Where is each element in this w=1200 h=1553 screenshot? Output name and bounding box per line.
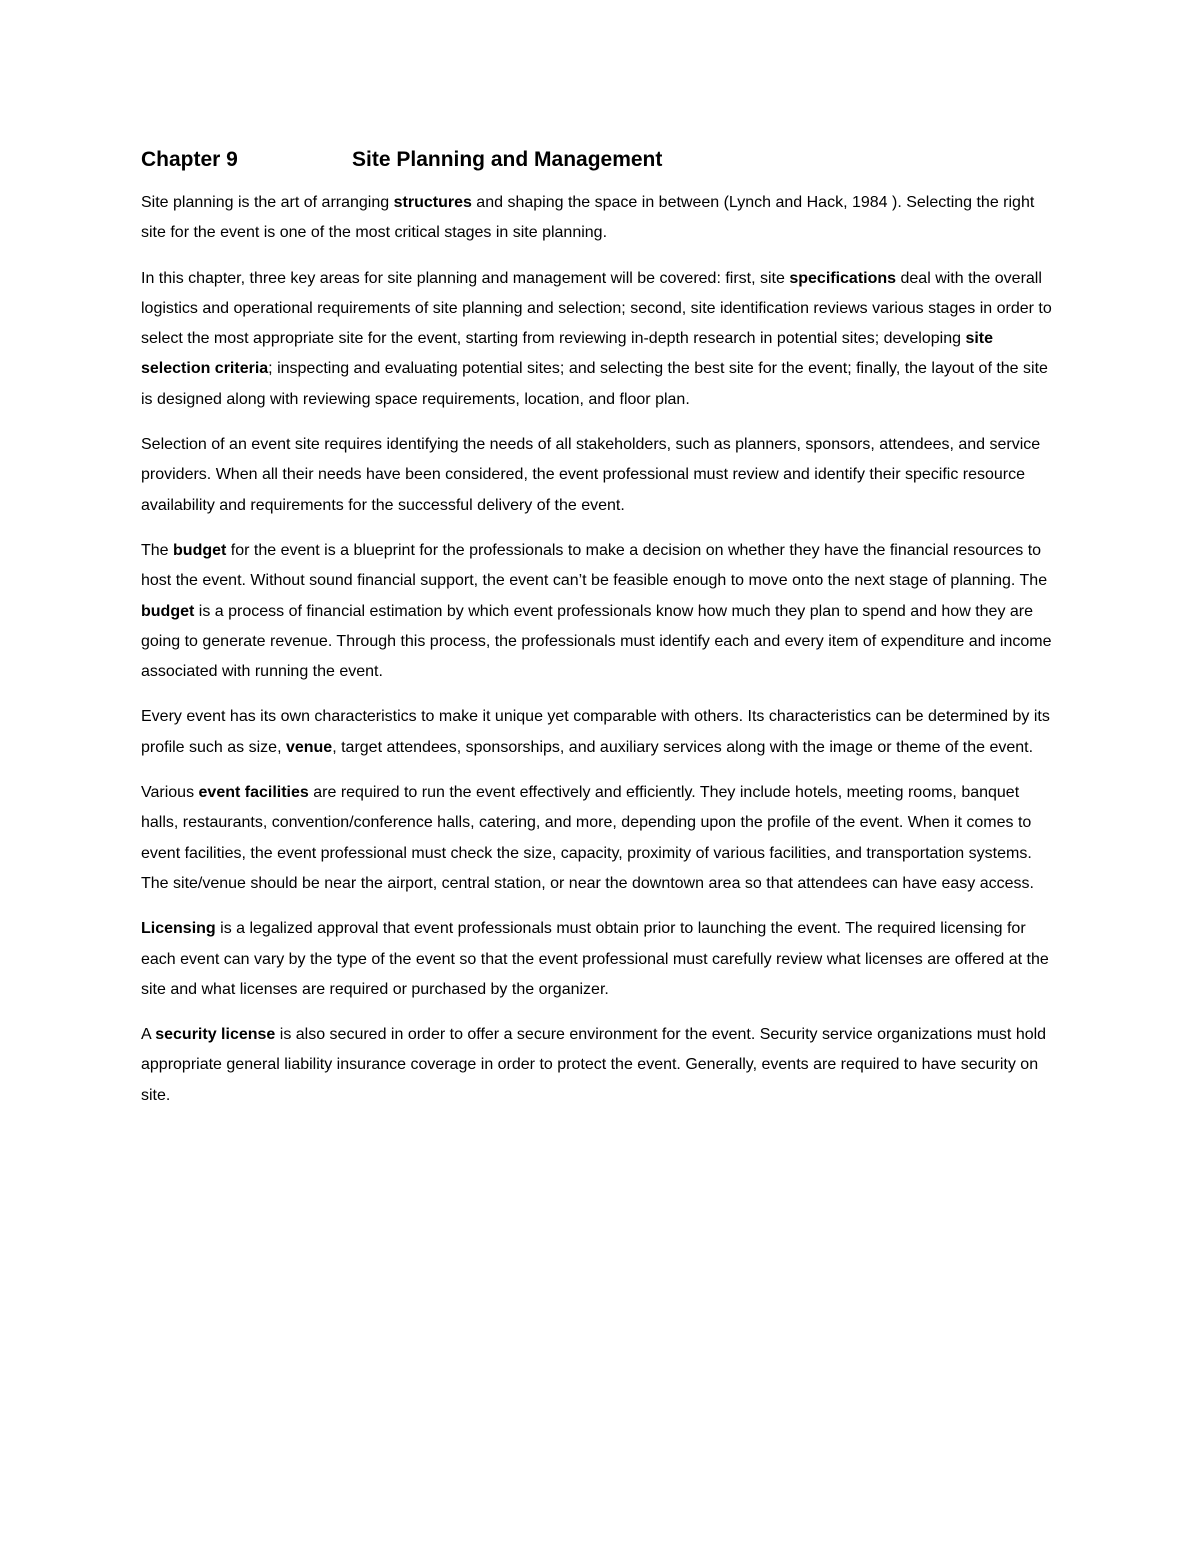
text-segment: deal with the overall logistics and operational requirements of site planning and selection; second, site identification reviews various stages in order to select the most appropriate site for the event, starting from reviewing in-depth research in potential sites; developing (141, 269, 1052, 348)
bold-term: specifications (789, 269, 897, 287)
bold-term: venue (285, 738, 333, 756)
paragraph-1 (141, 188, 1059, 249)
chapter-heading (141, 140, 1059, 180)
paragraph-8 (141, 1020, 1059, 1111)
text-segment: is a legalized approval that event professionals must obtain prior to launching the event. The required licensing for each event can vary by the type of the event so that the event professional must carefully review what licenses are offered at the site and what licenses are required or purchased by the organizer. (141, 920, 1049, 998)
text-segment: ; inspecting and evaluating potential sites; and selecting the best site for the event; finally, the layout of the site is designed along with reviewing space requirements, location, and floor plan. (141, 360, 1048, 408)
text-segment: Selection of an event site requires identifying the needs of all stakeholders, such as planners, sponsors, attendees, and service providers. When all their needs have been considered, the event professional must review and identify their specific resource availability and requirements for the successful delivery of the event. (141, 436, 1041, 514)
text-segment: is a process of financial estimation by which event professionals know how much they plan to spend and how they are going to generate revenue. Through this process, the professionals must identify each and every item of expenditure and income associated with running the event. (141, 602, 1052, 681)
document-page (141, 140, 1059, 1126)
text-segment: , target attendees, sponsorships, and auxiliary services along with the image or theme of the event. (332, 738, 1034, 756)
text-segment: The (141, 541, 174, 559)
text-segment: for the event is a blueprint for the professionals to make a decision on whether they have the financial resources to host the event. Without sound financial support, the event can’t be feasible enough to move onto the next stage of planning. The (141, 541, 1048, 590)
bold-term: event facilities (198, 784, 309, 802)
bold-term: structures (393, 194, 472, 211)
text-segment: Site planning is the art of arranging (141, 194, 394, 211)
text-segment: are required to run the event effectively and efficiently. They include hotels, meeting rooms, banquet halls, restaurants, convention/conference halls, catering, and more, depending upon the profile of the event. When it comes to event facilities, the event professional must check the size, capacity, proximity of various facilities, and transportation systems. The site/venue should be near the airport, central station, or near the downtown area so that attendees can have easy access. (141, 784, 1034, 892)
paragraph-4 (141, 536, 1059, 687)
bold-term: security license (155, 1026, 276, 1044)
text-segment: and shaping the space in between (Lynch and Hack, 1984 ). Selecting the right site for the event is one of the most critical stages in site planning. (141, 194, 1035, 242)
bold-term: site selection criteria (141, 330, 994, 378)
bold-term: Licensing (141, 920, 216, 938)
paragraph-3 (141, 430, 1059, 521)
bold-term: budget (173, 541, 227, 559)
paragraph-5 (141, 702, 1059, 763)
paragraph-7 (141, 914, 1059, 1005)
paragraph-6 (141, 778, 1059, 899)
bold-term: budget (141, 602, 195, 620)
chapter-title: Site Planning and Management (352, 148, 663, 171)
paragraph-2 (141, 264, 1059, 415)
text-segment: Every event has its own characteristics to make it unique yet comparable with others. Its characteristics can be determined by its profile such as size, (141, 708, 1050, 756)
text-segment: is also secured in order to offer a secure environment for the event. Security service organizations must hold appropriate general liability insurance coverage in order to protect the event. Generally, events are required to have security on site. (141, 1026, 1047, 1104)
text-segment: In this chapter, three key areas for site planning and management will be covered: first, site (141, 269, 790, 287)
text-segment: Various (141, 784, 199, 802)
text-segment: A (141, 1026, 156, 1044)
chapter-number: Chapter 9 (141, 148, 238, 171)
